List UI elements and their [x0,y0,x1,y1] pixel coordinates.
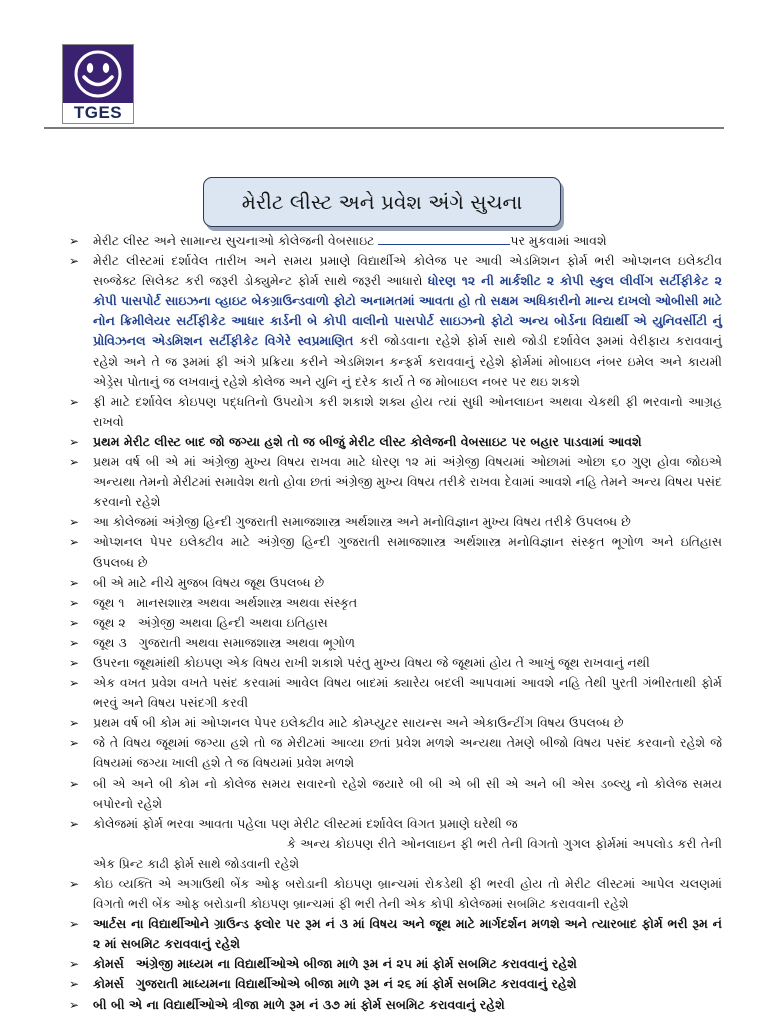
notice-text: મેરીટ લીસ્ટમાં દર્શાવેલ તારીખ અને સમય પ્રમાણે વિદ્યાર્થીએ કોલેજ પર આવી એડમિશન ફોર્મ ભરી ઓપ્શનલ ઇલેક્ટીવ સબ્જેક્ટ સિલેક્ટ કરી જરૂરી ડોક્યુમેન્ટ ફોર્મ સાથે જરૂરી આધારો [93,253,722,289]
arrow-bullet-icon: ➢ [69,535,80,550]
arrow-bullet-icon: ➢ [69,977,80,992]
notice-item-text [93,874,722,914]
notice-text: કોલેજમાં ફોર્મ ભરવા આવતા પહેલા પણ મેરીટ લીસ્ટમાં દર્શાવેલ વિગત પ્રમાણે ઘરેથી જ [93,815,518,831]
arrow-bullet-icon: ➢ [69,716,80,731]
notice-text: બી એ અને બી કોમ નો કોલેજ સમય સવારનો રહેશે જયારે બી બી એ બી સી એ અને બી એસ ડબ્લ્યુ નો કોલેજ સમય બપોરનો રહેશે [93,775,722,811]
notice-text: બી બી એ ના વિદ્યાર્થીઓએ ત્રીજા માળે રૂમ નં ૩૭ માં ફોર્મ સબમિટ કરાવવાનું રહેશે [93,996,505,1012]
notice-item-text [93,974,722,994]
notice-text: આ કોલેજમાં અંગ્રેજી હિન્દી ગુજરાતી સમાજશાસ્ત્ર અર્થશાસ્ત્ર અને મનોવિજ્ઞાન મુખ્ય વિષય તરીકે ઉપલબ્ધ છે [93,514,631,530]
notice-item-text [93,673,722,713]
notice-item [0,633,768,653]
notice-text: કરી જોડવાના રહેશે ફોર્મ સાથે જોડી દર્શાવેલ રૂમમાં વેરીફાય કરાવવાનું રહેશે અને તે જ રૂમમાં ફી અંગે પ્રક્રિયા કરીને એડમિશન કન્ફર્મ કરાવવાનું રહેશે ફોર્મમાં મોબાઇલ નંબર ઇમેલ અને કાયમી એડ્રેસ પોતાનું જ લખવાનું રહેશે કોલેજ અને યુનિ નું દરેક કાર્ય તે જ મોબાઇલ નબર પર થઇ શકશે [93,333,722,389]
notice-item [0,974,768,994]
website-blank-line [378,232,510,245]
notice-item-text [93,593,722,613]
notice-title-box [203,177,561,227]
notice-item [0,593,768,613]
notice-item [0,733,768,773]
page-title: મેરીટ લીસ્ટ અને પ્રવેશ અંગે સુચના [241,190,523,214]
arrow-bullet-icon: ➢ [69,877,80,891]
notice-text: ઉપરના જૂથમાંથી કોઇપણ એક વિષય રાખી શકાશે પરંતુ મુખ્ય વિષય જે જૂથમાં હોય તે આખું જૂથ રાખવાનું નથી [93,654,650,670]
arrow-bullet-icon: ➢ [69,957,80,972]
logo-wordmark: TGES [73,103,123,122]
highlighted-documents-text: ધોરણ ૧૨ ની માર્કશીટ ૨ કોપી સ્કુલ લીવીંગ સર્ટીફીકેટ ૨ કોપી પાસપોર્ટ સાઇઝના વ્હાઇટ બેકગ્રાઉન્ડવાળો ફોટો અનામતમાં આવતા હો તો સક્ષમ અધિકારીનો માન્ય દાખલો ઓબીસી માટે નોન ક્રિમીલેયર સર્ટીફીકેટ આધાર કાર્ડની બે કોપી વાલીનો પાસપોર્ટ સાઇઝનો ફોટો અન્ય બોર્ડના વિદ્યાર્થી એ યુનિવર્સીટી નું પ્રોવિઝનલ એડમિશન સર્ટીફીકેટ વિગેરે સ્વપ્રમાણિત [93,273,722,349]
notice-item-text [93,954,722,974]
arrow-bullet-icon: ➢ [69,736,80,751]
notice-item-text [93,774,722,814]
notice-item [0,613,768,633]
notice-item [0,432,768,452]
notice-text: પ્રથમ મેરીટ લીસ્ટ બાદ જો જગ્યા હશે તો જ બીજું મેરીટ લીસ્ટ કોલેજની વેબસાઇટ પર બહાર પાડવામાં આવશે [93,433,642,449]
notice-item [0,914,768,954]
notice-item-text [93,814,722,874]
arrow-bullet-icon: ➢ [69,434,80,449]
notice-text: જૂથ ૧ [93,594,125,610]
notice-text: ફી માટે દર્શાવેલ કોઇપણ પદ્ધતિનો ઉપયોગ કરી શકાશે શક્ય હોય ત્યાં સુધી ઓનલાઇન અથવા ચેકથી ફી ભરવાનો આગ્રહ રાખવો [93,393,722,429]
header-divider [44,127,724,129]
notice-text: મેરીટ લીસ્ટ અને સામાન્ય સુચનાઓ કોલેજની વેબસાઇટ [93,233,379,248]
notice-item [0,231,768,251]
notice-text: ગુજરાતી અથવા સમાજશાસ્ત્ર અથવા ભૂગોળ [138,634,356,650]
arrow-bullet-icon: ➢ [69,816,80,831]
notice-item [0,995,768,1015]
arrow-bullet-icon: ➢ [69,234,80,248]
arrow-bullet-icon: ➢ [69,655,80,670]
notice-text: પ્રથમ વર્ષ બી એ માં અંગ્રેજી મુખ્ય વિષય રાખવા માટે ધોરણ ૧૨ માં અંગ્રેજી વિષયમાં ઓછામાં ઓછા ૬૦ ગુણ હોવા જોઇએ અન્યથા તેમનો મેરીટમાં સમાવેશ થતો હોવા છતાં અંગ્રેજી મુખ્ય વિષય તરીકે રાખવા દેવામાં આવશે નહિ તેમને અન્ય વિષય પસંદ કરવાનો રહેશે [93,454,722,510]
notice-item [0,452,768,512]
notice-item-text [93,713,722,733]
notice-item [0,653,768,673]
arrow-bullet-icon: ➢ [69,575,80,590]
notice-item [0,532,768,572]
notice-item-text [93,532,722,572]
notice-item [0,573,768,593]
notice-item-text [93,995,722,1015]
notice-item [0,874,768,914]
notice-text: આર્ટસ ના વિદ્યાર્થીઓને ગ્રાઉન્ડ ફ્લોર પર રૂમ નં ૩ માં વિષય અને જૂથ માટે માર્ગદર્શન મળશે અને ત્યારબાદ ફોર્મ ભરી રૂમ નં ૨ માં સબમિટ કરાવવાનું રહેશે [93,916,722,952]
notice-text: કોમર્સ [93,976,124,992]
notice-item-text [93,251,722,392]
notice-item-text [93,914,722,954]
notice-item-text [93,392,722,432]
notice-item-text [93,633,722,653]
arrow-bullet-icon: ➢ [69,254,80,269]
notice-text: જૂથ ૩ [93,634,127,650]
notice-item [0,954,768,974]
arrow-bullet-icon: ➢ [69,455,80,470]
notice-item-text [93,432,722,452]
notice-item [0,512,768,532]
arrow-bullet-icon: ➢ [69,615,80,630]
notice-item-text [93,512,722,532]
notice-text: કોમર્સ [93,956,124,972]
notice-item [0,713,768,733]
notice-item-text [93,733,722,773]
notice-text: માનસશાસ્ત્ર અથવા અર્થશાસ્ત્ર અથવા સંસ્કૃત [136,594,358,610]
notice-item-text [93,231,722,251]
notice-text: પર મુકવામાં આવશે [510,233,607,248]
smiley-icon [63,45,133,103]
notice-text: ગુજરાતી માધ્યમના વિદ્યાર્થીઓએ બીજા માળે રૂમ નં ૨૬ માં ફોર્મ સબમિટ કરાવવાનું રહેશે [135,976,577,992]
notice-text: કોઇ વ્યક્તિ એ અગાઉથી બેંક ઓફ બરોડાની કોઇપણ બ્રાન્ચમાં રોકડેથી ફી ભરવી હોય તો મેરીટ લીસ્ટમાં આપેલ ચલણમાં વિગતો ભરી બેંક ઓફ બરોડાની કોઇપણ બ્રાન્ચમાં ફી ભરી તેની એક કોપી કોલેજમાં સબમિટ કરાવવાની રહેશે [93,876,722,912]
notice-item-text [93,573,722,593]
notice-item [0,774,768,814]
arrow-bullet-icon: ➢ [69,776,80,791]
notice-text: એક વખત પ્રવેશ વખતે પસંદ કરવામાં આવેલ વિષય બાદમાં ક્યારેય બદલી આપવામાં આવશે નહિ તેથી પુરતી ગંભીરતાથી ફોર્મ ભરવું અને વિષય પસંદગી કરવી [93,675,722,711]
arrow-bullet-icon: ➢ [69,917,80,932]
notice-text: જૂથ ૨ [93,614,126,630]
notice-text: પ્રથમ વર્ષ બી કોમ માં ઓપ્શનલ પેપર ઇલેક્ટીવ માટે કોમ્પ્યુટર સાયન્સ અને એકાઉન્ટીંગ વિષય ઉપલબ્ધ છે [93,715,624,731]
arrow-bullet-icon: ➢ [69,515,80,530]
notice-item [0,673,768,713]
notice-item-text [93,452,722,512]
notice-text: અંગ્રેજી અથવા હિન્દી અથવા ઇતિહાસ [137,614,328,630]
notice-text: ઓપ્શનલ પેપર ઇલેક્ટીવ માટે અંગ્રેજી હિન્દી ગુજરાતી સમાજશાસ્ત્ર અર્થશાસ્ત્ર મનોવિજ્ઞાન સંસ્કૃત ભૂગોળ અને ઇતિહાસ ઉપલબ્ધ છે [93,534,722,570]
notice-item [0,251,768,392]
notice-text: અંગ્રેજી માધ્યમ ના વિદ્યાર્થીઓએ બીજા માળે રૂમ નં ૨૫ માં ફોર્મ સબમિટ કરાવવાનું રહેશે [135,956,577,972]
arrow-bullet-icon: ➢ [69,595,80,610]
notice-text: બી એ માટે નીચે મુજબ વિષય જૂથ ઉપલબ્ધ છે [93,574,325,590]
notice-text: કે અન્ય કોઇપણ રીતે ઓનલાઇન ફી ભરી તેની વિગતો ગુગલ ફોર્મમાં અપલોડ કરી તેની એક પ્રિન્ટ કાઢી ફોર્મ સાથે જોડવાની રહેશે [93,835,722,871]
notice-text: જે તે વિષય જૂથમાં જગ્યા હશે તો જ મેરીટમાં આવ્યા છતાં પ્રવેશ મળશે અન્યથા તેમણે બીજો વિષય પસંદ કરવાનો રહેશે જે વિષયમાં જગ્યા ખાલી હશે તે જ વિષયમાં પ્રવેશ મળશે [93,735,722,771]
arrow-bullet-icon: ➢ [69,394,80,409]
notice-list [0,231,768,1015]
tges-logo [62,44,134,124]
notice-item-text [93,653,722,673]
arrow-bullet-icon: ➢ [69,676,80,691]
notice-item-text [93,613,722,633]
arrow-bullet-icon: ➢ [69,997,80,1012]
notice-item [0,392,768,432]
notice-item [0,814,768,874]
arrow-bullet-icon: ➢ [69,635,80,650]
